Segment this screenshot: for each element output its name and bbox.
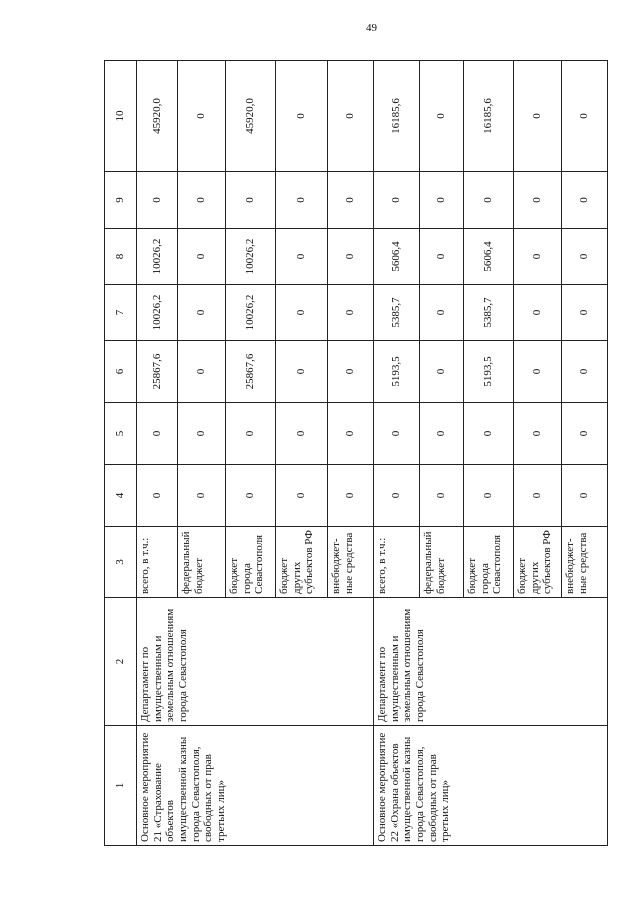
- value-cell: 0: [464, 172, 514, 229]
- value-cell: 10026,2: [226, 285, 276, 341]
- value-cell: 5193,5: [374, 341, 420, 403]
- header-cell: 5: [105, 403, 137, 465]
- header-row: [105, 61, 137, 846]
- value-cell: 0: [420, 403, 464, 465]
- header-cell: 8: [105, 229, 137, 285]
- value-cell: 25867,6: [226, 341, 276, 403]
- funding-source-cell: бюджет других субъектов РФ: [514, 527, 562, 598]
- funding-source-cell: бюджет других субъектов РФ: [276, 527, 328, 598]
- value-cell: 0: [514, 285, 562, 341]
- value-cell: 0: [276, 229, 328, 285]
- value-cell: 10026,2: [137, 285, 178, 341]
- value-cell: 0: [514, 229, 562, 285]
- value-cell: 0: [178, 229, 226, 285]
- value-cell: 0: [178, 403, 226, 465]
- value-cell: 0: [328, 465, 374, 527]
- value-cell: 0: [562, 172, 608, 229]
- value-cell: 0: [276, 341, 328, 403]
- value-cell: 0: [562, 285, 608, 341]
- value-cell: 0: [328, 403, 374, 465]
- funding-source-cell: бюджет города Севастополя: [226, 527, 276, 598]
- value-cell: 0: [178, 341, 226, 403]
- value-cell: 0: [178, 172, 226, 229]
- value-cell: 0: [420, 229, 464, 285]
- value-cell: 0: [276, 61, 328, 172]
- value-cell: 10026,2: [137, 229, 178, 285]
- value-cell: 0: [420, 61, 464, 172]
- value-cell: 0: [328, 61, 374, 172]
- value-cell: 0: [276, 285, 328, 341]
- value-cell: 0: [328, 285, 374, 341]
- header-cell: 3: [105, 527, 137, 598]
- value-cell: 5606,4: [374, 229, 420, 285]
- funding-table: [104, 60, 608, 846]
- page-number: 49: [366, 22, 377, 34]
- executor-cell: Департамент по имущественным и земельным отношениям города Севастополя: [374, 598, 608, 726]
- value-cell: 0: [328, 172, 374, 229]
- value-cell: 0: [514, 341, 562, 403]
- value-cell: 5385,7: [374, 285, 420, 341]
- value-cell: 0: [562, 229, 608, 285]
- value-cell: 0: [420, 341, 464, 403]
- value-cell: 0: [514, 61, 562, 172]
- value-cell: 0: [420, 285, 464, 341]
- value-cell: 0: [464, 403, 514, 465]
- header-cell: 7: [105, 285, 137, 341]
- value-cell: 0: [276, 172, 328, 229]
- value-cell: 0: [276, 465, 328, 527]
- value-cell: 0: [514, 172, 562, 229]
- value-cell: 0: [514, 465, 562, 527]
- funding-source-cell: всего, в т.ч.:: [137, 527, 178, 598]
- value-cell: 25867,6: [137, 341, 178, 403]
- value-cell: 16185,6: [374, 61, 420, 172]
- value-cell: 5193,5: [464, 341, 514, 403]
- header-cell: 9: [105, 172, 137, 229]
- executor-cell: Департамент по имущественным и земельным отношениям города Севастополя: [137, 598, 374, 726]
- value-cell: 0: [562, 465, 608, 527]
- value-cell: 0: [226, 465, 276, 527]
- value-cell: 0: [374, 465, 420, 527]
- funding-source-cell: федеральный бюджет: [420, 527, 464, 598]
- value-cell: 0: [137, 172, 178, 229]
- value-cell: 0: [178, 465, 226, 527]
- funding-source-cell: бюджет города Севастополя: [464, 527, 514, 598]
- value-cell: 0: [226, 172, 276, 229]
- value-cell: 45920,0: [226, 61, 276, 172]
- value-cell: 10026,2: [226, 229, 276, 285]
- header-cell: 4: [105, 465, 137, 527]
- header-cell: 2: [105, 598, 137, 726]
- value-cell: 0: [562, 341, 608, 403]
- value-cell: 0: [562, 61, 608, 172]
- value-cell: 0: [374, 403, 420, 465]
- value-cell: 16185,6: [464, 61, 514, 172]
- activity-cell: Основное мероприятие 22 «Охрана объектов имущественной казны города Севастополя, свободных от прав третьих лиц»: [374, 726, 608, 846]
- header-cell: 1: [105, 726, 137, 846]
- funding-source-cell: всего, в т.ч.:: [374, 527, 420, 598]
- value-cell: 0: [178, 285, 226, 341]
- value-cell: 0: [226, 403, 276, 465]
- value-cell: 0: [328, 341, 374, 403]
- value-cell: 0: [514, 403, 562, 465]
- value-cell: 0: [328, 229, 374, 285]
- funding-source-cell: внебюджет-ные средства: [328, 527, 374, 598]
- value-cell: 0: [464, 465, 514, 527]
- funding-source-cell: внебюджет-ные средства: [562, 527, 608, 598]
- value-cell: 0: [374, 172, 420, 229]
- value-cell: 0: [562, 403, 608, 465]
- value-cell: 0: [420, 172, 464, 229]
- header-cell: 6: [105, 341, 137, 403]
- funding-source-cell: федеральный бюджет: [178, 527, 226, 598]
- value-cell: 0: [178, 61, 226, 172]
- value-cell: 0: [137, 465, 178, 527]
- table-row: [137, 61, 178, 846]
- value-cell: 5606,4: [464, 229, 514, 285]
- value-cell: 0: [276, 403, 328, 465]
- value-cell: 0: [420, 465, 464, 527]
- header-cell: 10: [105, 61, 137, 172]
- value-cell: 5385,7: [464, 285, 514, 341]
- value-cell: 45920,0: [137, 61, 178, 172]
- activity-cell: Основное мероприятие 21 «Страхование объектов имущественной казны города Севастополя, свободных от прав третьих лиц»: [137, 726, 374, 846]
- table-row: [374, 61, 420, 846]
- value-cell: 0: [137, 403, 178, 465]
